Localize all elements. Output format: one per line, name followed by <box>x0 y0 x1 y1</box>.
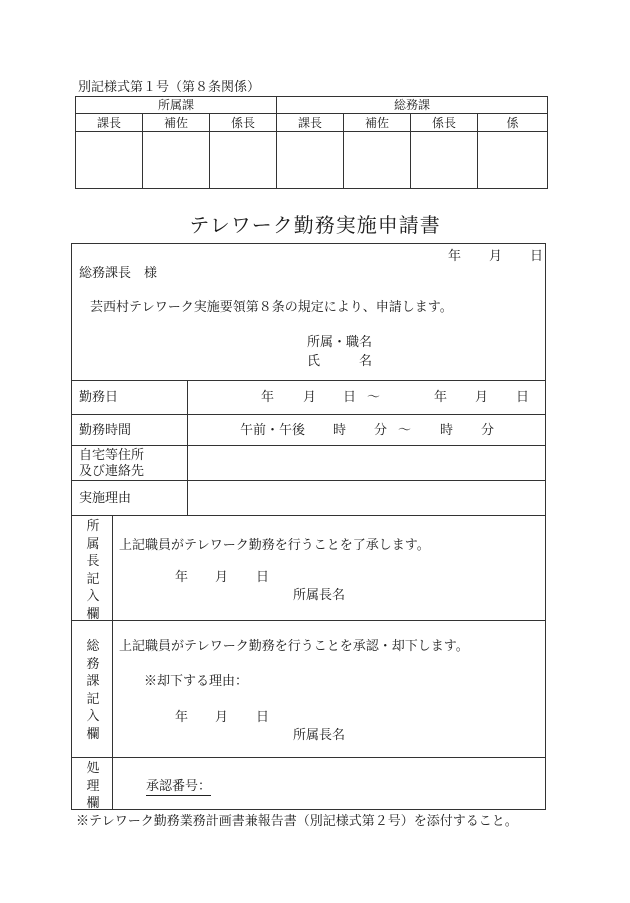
reject-reason-label: ※却下する理由： <box>144 674 249 689</box>
work-date-end-month[interactable]: 月 <box>475 390 489 405</box>
dept-head-year[interactable]: 年 <box>175 570 189 585</box>
general-affairs-signer: 所属長名 <box>293 728 346 743</box>
general-affairs-day[interactable]: 日 <box>256 710 270 725</box>
approval-col-header: 課長 <box>277 114 344 132</box>
dept-head-side-label: 所属長記入欄 <box>86 519 100 622</box>
am-pm-select[interactable]: 午前・午後 <box>240 423 306 438</box>
dept-head-statement: 上記職員がテレワーク勤務を行うことを了承します。 <box>119 538 430 553</box>
date-day: 日 <box>530 249 544 264</box>
addressee: 総務課長 様 <box>79 266 158 281</box>
stamp-cell[interactable] <box>344 132 411 189</box>
stamp-cell[interactable] <box>210 132 277 189</box>
start-minute[interactable]: 分 <box>374 423 388 438</box>
dept-head-signer: 所属長名 <box>293 588 346 603</box>
stamp-cell[interactable] <box>277 132 344 189</box>
approval-col-header: 補佐 <box>143 114 210 132</box>
approval-col-header: 係長 <box>411 114 478 132</box>
affiliation-label: 所属・職名 <box>307 335 373 350</box>
approval-group-general-affairs: 総務課 <box>277 97 548 114</box>
approval-col-header: 係 <box>478 114 548 132</box>
application-form <box>71 243 546 810</box>
dept-head-month[interactable]: 月 <box>215 570 229 585</box>
start-hour[interactable]: 時 <box>333 423 347 438</box>
date-month: 月 <box>489 249 503 264</box>
address-label-line1: 自宅等住所 <box>79 448 145 463</box>
stamp-cell[interactable] <box>76 132 143 189</box>
work-date-start-day[interactable]: 日 <box>343 390 357 405</box>
approval-col-header: 課長 <box>76 114 143 132</box>
work-date-label: 勤務日 <box>79 390 119 405</box>
work-date-end-year[interactable]: 年 <box>434 390 448 405</box>
work-time-label: 勤務時間 <box>79 423 132 438</box>
footnote: ※テレワーク勤務業務計画書兼報告書（別記様式第２号）を添付すること。 <box>76 814 518 829</box>
address-input-area[interactable] <box>188 446 544 480</box>
approval-group-affiliated-dept: 所属課 <box>76 97 277 114</box>
form-number-label: 別記様式第１号（第８条関係） <box>78 80 261 95</box>
approval-number-label: 承認番号： <box>146 779 212 794</box>
work-date-start-year[interactable]: 年 <box>261 390 275 405</box>
page-title: テレワーク勤務実施申請書 <box>189 213 441 237</box>
request-statement: 芸西村テレワーク実施要領第８条の規定により、申請します。 <box>90 300 453 315</box>
address-label-line2: 及び連絡先 <box>79 464 145 479</box>
dept-head-day[interactable]: 日 <box>256 570 270 585</box>
general-affairs-side-label: 総務課記入欄 <box>86 639 100 742</box>
work-date-start-month[interactable]: 月 <box>303 390 317 405</box>
general-affairs-year[interactable]: 年 <box>175 710 189 725</box>
name-label: 氏 名 <box>307 354 373 369</box>
general-affairs-statement: 上記職員がテレワーク勤務を行うことを承認・却下します。 <box>119 639 469 654</box>
work-date-end-day[interactable]: 日 <box>516 390 530 405</box>
stamp-cell[interactable] <box>143 132 210 189</box>
stamp-cell[interactable] <box>411 132 478 189</box>
end-minute[interactable]: 分 <box>481 423 495 438</box>
approval-col-header: 補佐 <box>344 114 411 132</box>
date-year: 年 <box>448 249 462 264</box>
tilde: ～ <box>398 423 412 438</box>
end-hour[interactable]: 時 <box>440 423 454 438</box>
reason-input-area[interactable] <box>188 481 544 515</box>
reason-label: 実施理由 <box>79 491 132 506</box>
processing-side-label: 処理欄 <box>86 761 100 811</box>
tilde: ～ <box>367 390 381 405</box>
general-affairs-month[interactable]: 月 <box>215 710 229 725</box>
stamp-cell[interactable] <box>478 132 548 189</box>
approval-col-header: 係長 <box>210 114 277 132</box>
approval-stamp-table <box>75 96 548 189</box>
